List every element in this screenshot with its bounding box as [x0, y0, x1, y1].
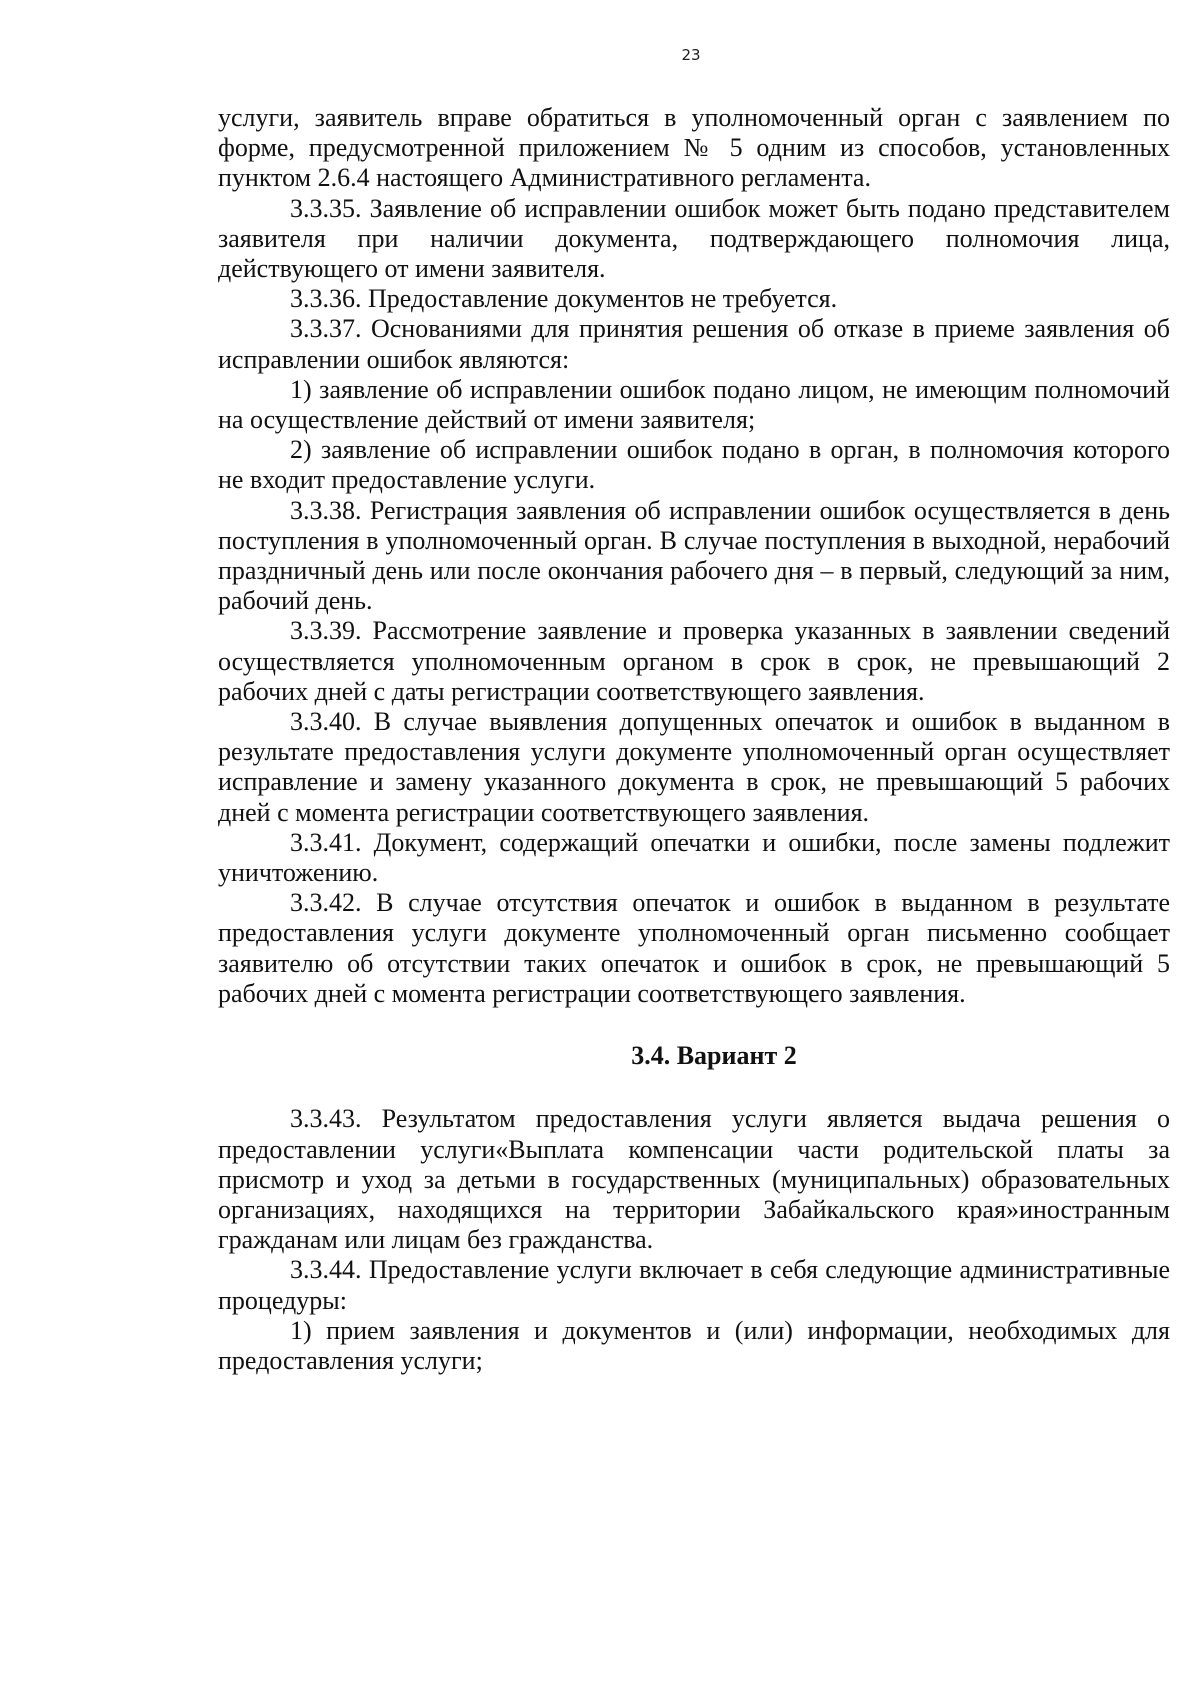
paragraph-3-3-40: 3.3.40. В случае выявления допущенных опечаток и ошибок в выданном в результате предоставления услуги документе уполномоченный орган осуществляет исправление и замену указанного документа в срок, не превышающий 5 рабочих дней с момента регистрации соответствующего заявления.: [218, 707, 1170, 827]
paragraph-3-3-41: 3.3.41. Документ, содержащий опечатки и ошибки, после замены подлежит уничтожению.: [218, 827, 1170, 888]
paragraph-3-3-42: 3.3.42. В случае отсутствия опечаток и ошибок в выданном в результате предоставления услуги документе уполномоченный орган письменно сообщает заявителю об отсутствии таких опечаток и ошибок в срок, не превышающий 5 рабочих дней с момента регистрации соответствующего заявления.: [218, 888, 1170, 1008]
paragraph-3-3-44: 3.3.44. Предоставление услуги включает в себя следующие административные процедуры:: [218, 1255, 1170, 1315]
page-number: 23: [681, 46, 701, 64]
section-heading: 3.4. Вариант 2: [631, 1041, 797, 1071]
list-item-1: 1) заявление об исправлении ошибок подано лицом, не имеющим полномочий на осуществление действий от имени заявителя;: [218, 374, 1170, 435]
list-item-2: 2) заявление об исправлении ошибок подано в орган, в полномочия которого не входит предоставление услуги.: [218, 435, 1170, 495]
document-body: [218, 103, 1170, 1376]
procedure-item-1: 1) прием заявления и документов и (или) информации, необходимых для предоставления услуги;: [218, 1315, 1170, 1375]
paragraph-3-3-36: 3.3.36. Предоставление документов не требуется.: [290, 284, 838, 314]
paragraph-3-3-37: 3.3.37. Основаниями для принятия решения об отказе в приеме заявления об исправлении ошибок являются:: [218, 314, 1170, 374]
paragraph-3-3-35: 3.3.35. Заявление об исправлении ошибок может быть подано представителем заявителя при наличии документа, подтверждающего полномочия лица, действующего от имени заявителя.: [218, 193, 1170, 284]
paragraph-3-3-39: 3.3.39. Рассмотрение заявление и проверка указанных в заявлении сведений осуществляется уполномоченным органом в срок в срок, не превышающий 2 рабочих дней с даты регистрации соответствующего заявления.: [218, 616, 1170, 706]
paragraph-continuation: услуги, заявитель вправе обратиться в уполномоченный орган с заявлением по форме, предусмотренной приложением № 5 одним из способов, установленных пунктом 2.6.4 настоящего Административного регламента.: [218, 103, 1170, 193]
paragraph-3-3-38: 3.3.38. Регистрация заявления об исправлении ошибок осуществляется в день поступления в уполномоченный орган. В случае поступления в выходной, нерабочий праздничный день или после окончания рабочего дня – в первый, следующий за ним, рабочий день.: [218, 495, 1170, 616]
paragraph-3-3-43: 3.3.43. Результатом предоставления услуги является выдача решения о предоставлении услуги«Выплата компенсации части родительской платы за присмотр и уход за детьми в государственных (муниципальных) образовательных организациях, находящихся на территории Забайкальского края»иностранным гражданам или лицам без гражданства.: [218, 1104, 1170, 1255]
